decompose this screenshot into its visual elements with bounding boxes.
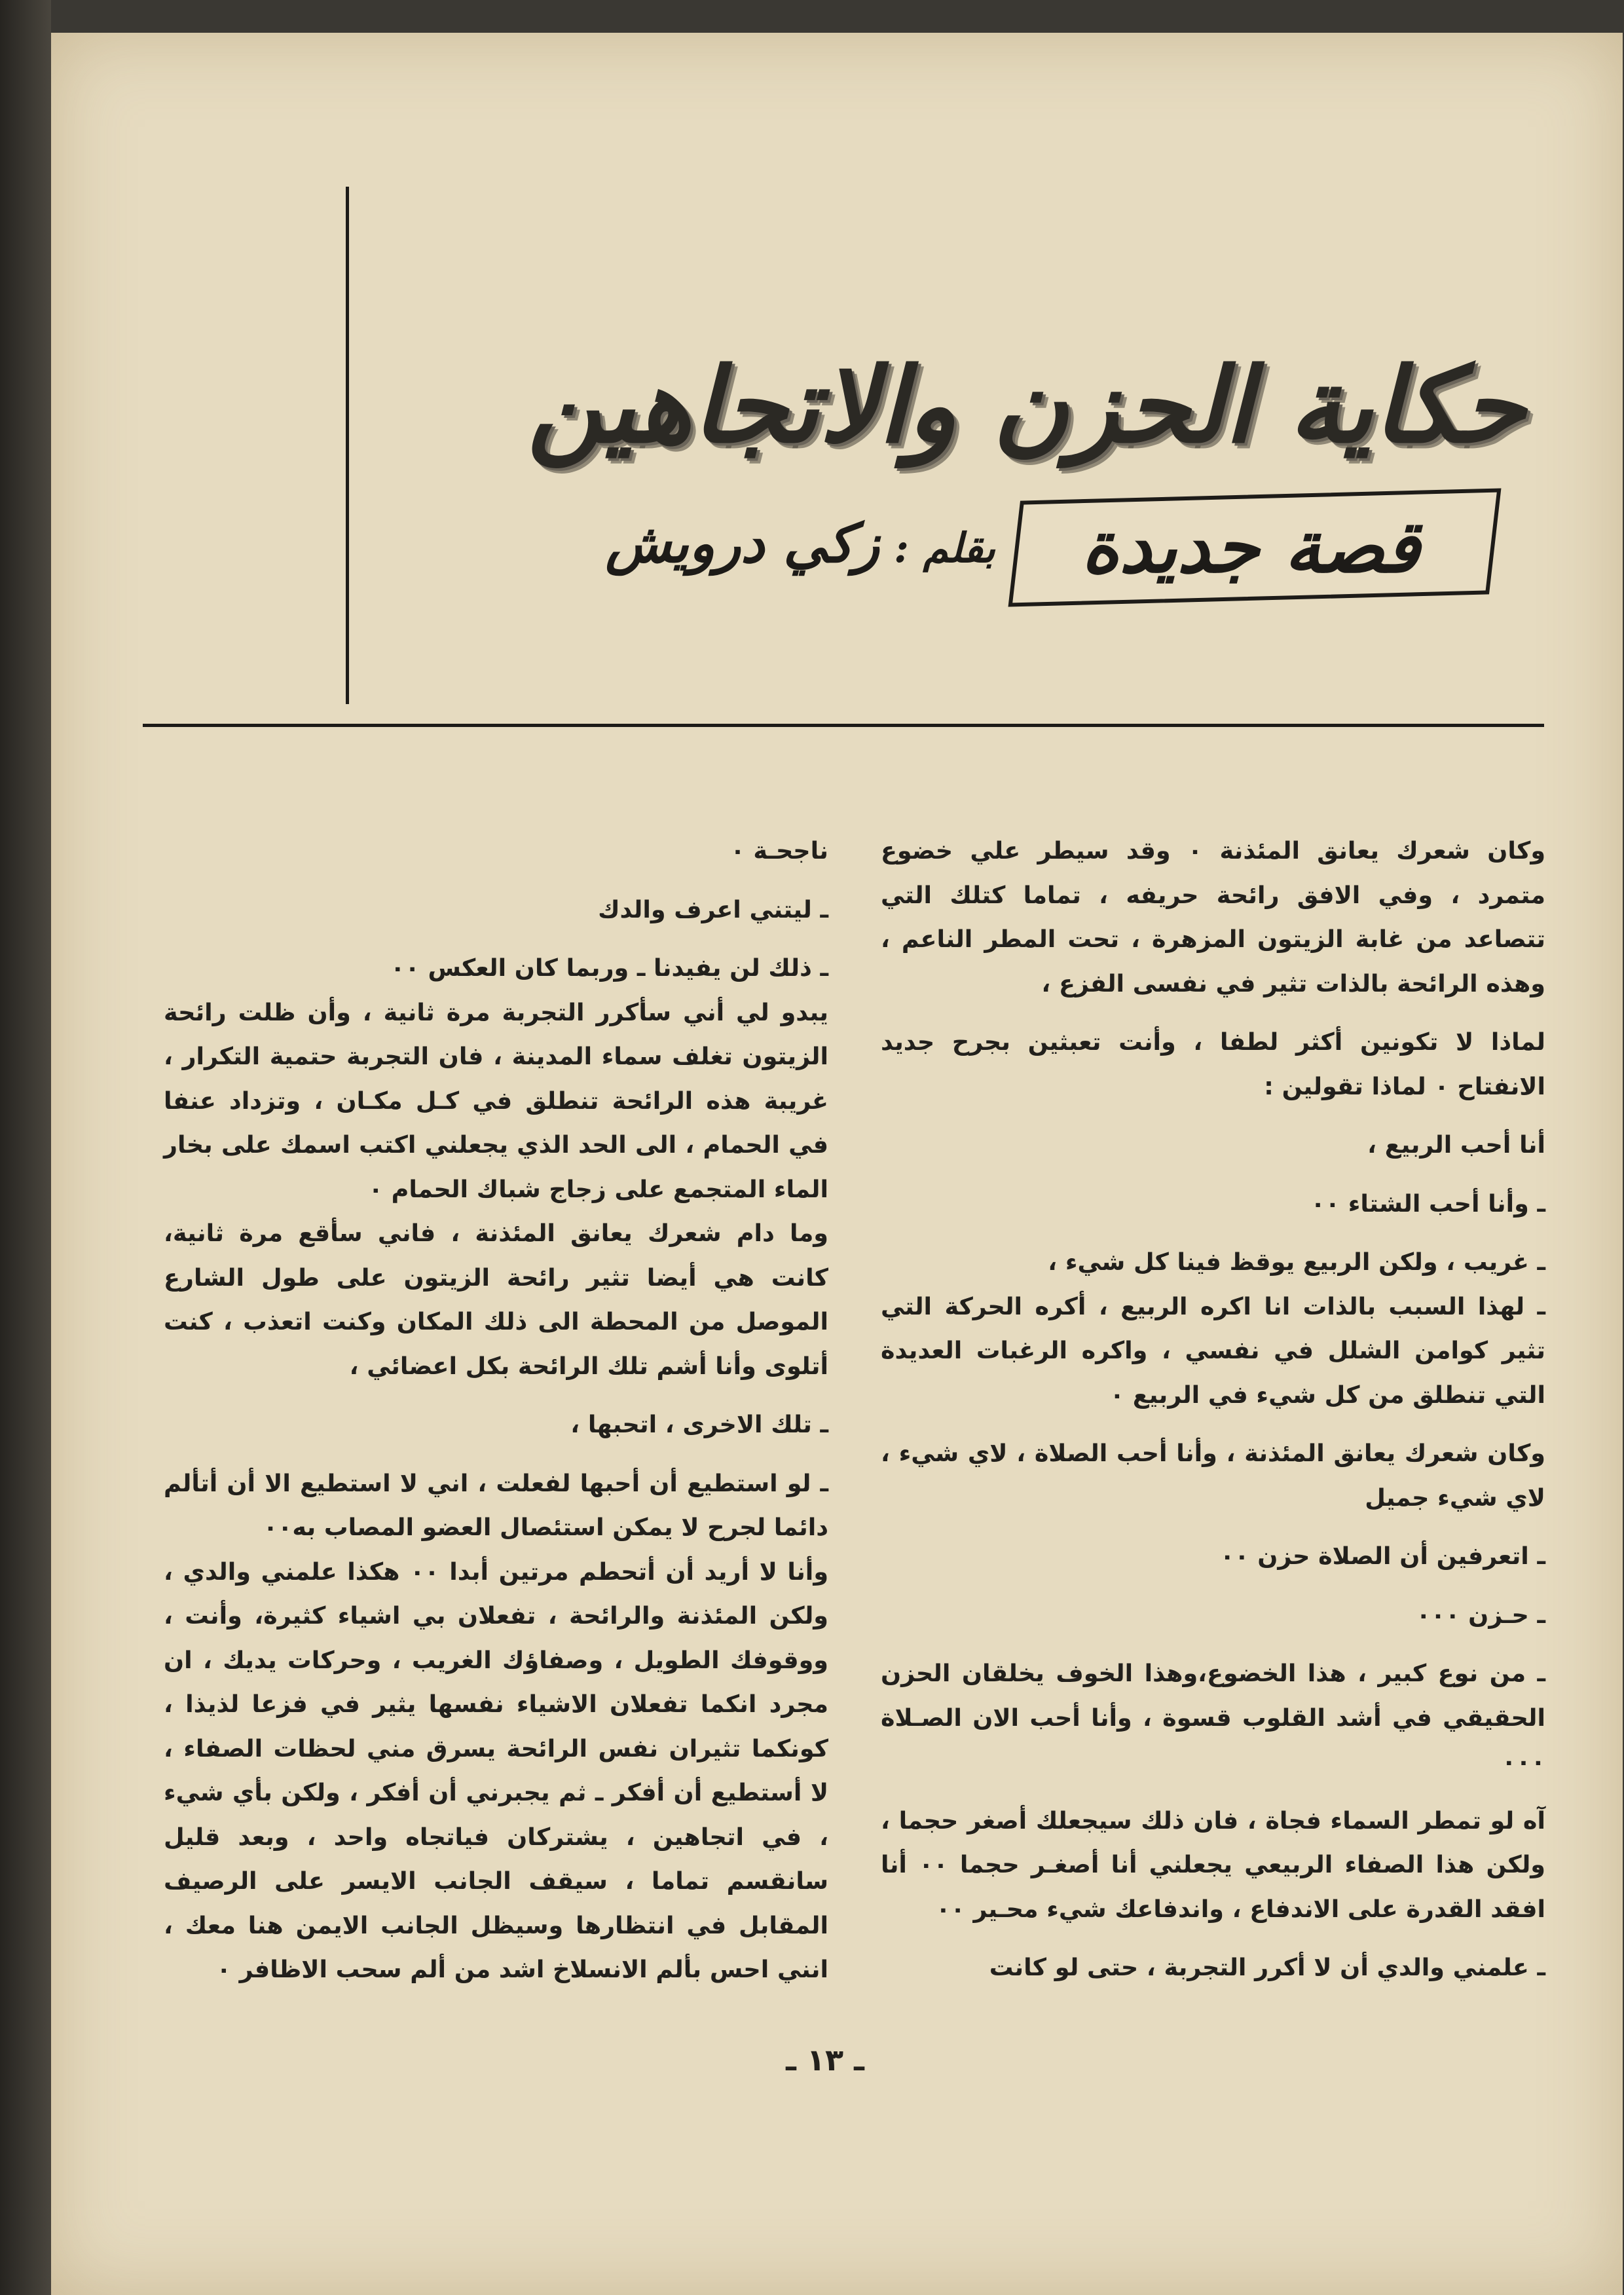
story-subtitle: قصة جديدة bbox=[1081, 504, 1420, 589]
byline-label: بقلم : bbox=[894, 524, 995, 572]
paragraph: ـ لو استطيع أن أحبها لفعلت ، اني لا استطيع الا أن أتألم دائما لجرح لا يمكن استئصال العضو المصاب به٠٠ bbox=[164, 1468, 828, 1541]
paragraph: آه لو تمطر السماء فجاة ، فان ذلك سيجعلك أصغر حجما ، ولكن هذا الصفاء الربيعي يجعلني أنا أصغـر حجما ٠٠ أنا افقد القدرة على الاندفاع ، واندفاعك شيء محـير ٠٠ bbox=[881, 1806, 1545, 1923]
paragraph: ـ علمني والدي أن لا أكرر التجربة ، حتى لو كانت bbox=[989, 1953, 1545, 1981]
text-column-left bbox=[164, 829, 828, 1992]
paragraph: وأنا لا أريد أن أتحطم مرتين أبدا ٠٠ هكذا علمني والدي ، ولكن المئذنة والرائحة ، تفعلان بي اشياء كثيرة، وأنت ، ووقوفك الطويل ، وصفاؤك الغريب ، وحركات يديك ، ان مجرد انكما تفعلان الاشياء نفسها يثير في فزعا لذيذا ، كونكما تثيران نفس الرائحة يسرق مني لحظات الصفاء ، لا أستطيع أن أفكر ـ ثم يجبرني أن أفكر ، ولكن بأي شيء ، في اتجاهين ، يشتركان فياتجاه واحد ، وبعد قليل سانقسم تماما ، سيقف الجانب الايسر على الرصيف المقابل في انتظارها وسيظل الجانب الايمن هنا معك ، انني احس بألم الانسلاخ اشد من ألم سحب الاظافر ٠ bbox=[164, 1557, 829, 1983]
paragraph: ناجحـة ٠ bbox=[730, 836, 828, 865]
page-number: ـ ١٣ ـ bbox=[786, 2042, 864, 2078]
paragraph: ـ من نوع كبير ، هذا الخضوع،وهذا الخوف يخلقان الحزن الحقيقي في أشد القلوب قسوة ، وأنا أحب الان الصـلاة ٠٠٠ bbox=[881, 1659, 1545, 1776]
paragraph: يبدو لي أني سأكرر التجربة مرة ثانية ، وأن ظلت رائحة الزيتون تغلف سماء المدينة ، فان التجربة حتمية التكرار ، غريبة هذه الرائحة تنطلق في كـل مكـان ، وتزداد عنفا في الحمام ، الى الحد الذي يجعلني اكتب اسمك على بخار الماء المتجمع على زجاج شباك الحمام ٠ bbox=[164, 998, 828, 1203]
paragraph: لماذا لا تكونين أكثر لطفا ، وأنت تعبثين بجرح جديد الانفتاح ٠ لماذا تقولين : bbox=[881, 1028, 1545, 1100]
paragraph: ـ ليتني اعرف والدك bbox=[598, 895, 828, 924]
author-name: زكي درويش bbox=[605, 512, 880, 575]
paragraph: وما دام شعرك يعانق المئذنة ، فاني سأقع مرة ثانية، كانت هي أيضا تثير رائحة الزيتون على طول الشارع الموصل من المحطة الى ذلك المكان وكنت اتعذب ، كنت أتلوى وأنا أشم تلك الرائحة بكل اعضائي ، bbox=[164, 1219, 828, 1380]
paragraph: ـ اتعرفين أن الصلاة حزن ٠٠ bbox=[1219, 1542, 1545, 1570]
horizontal-rule bbox=[143, 724, 1544, 727]
paragraph: أنا أحب الربيع ، bbox=[1367, 1130, 1545, 1159]
paragraph: وكان شعرك يعانق المئذنة ٠ وقد سيطر علي خضوع متمرد ، وفي الافق رائحة حريفه ، تماما كتلك التي تتصاعد من غابة الزيتون المزهرة ، تحت المطر الناعم ، وهذه الرائحة بالذات تثير في نفسى الفزع ، bbox=[881, 836, 1546, 998]
paragraph: ـ ذلك لن يفيدنا ـ وربما كان العكس ٠٠ bbox=[390, 954, 828, 982]
paragraph: ـ حـزن ٠٠٠ bbox=[1416, 1600, 1545, 1629]
text-column-right bbox=[881, 829, 1545, 1990]
scan-edge bbox=[0, 0, 51, 2295]
paragraph: ـ وأنا أحب الشتاء ٠٠ bbox=[1310, 1189, 1545, 1218]
byline bbox=[605, 504, 995, 583]
vertical-rule bbox=[346, 187, 349, 704]
paragraph: وكان شعرك يعانق المئذنة ، وأنا أحب الصلاة ، لاي شيء ، لاي شيء جميل bbox=[881, 1439, 1545, 1512]
paragraph: ـ لهذا السبب بالذات انا اكره الربيع ، أكره الحركة التي تثير كوامن الشلل في نفسي ، واكره الرغبات العديدة التي تنطلق من كل شيء في الربيع ٠ bbox=[881, 1292, 1545, 1409]
paragraph: ـ تلك الاخرى ، اتحبها ، bbox=[570, 1410, 828, 1438]
story-title: حكاية الحزن والاتجاهين bbox=[527, 345, 1526, 466]
paragraph: ـ غريب ، ولكن الربيع يوقظ فينا كل شيء ، bbox=[1048, 1248, 1545, 1276]
